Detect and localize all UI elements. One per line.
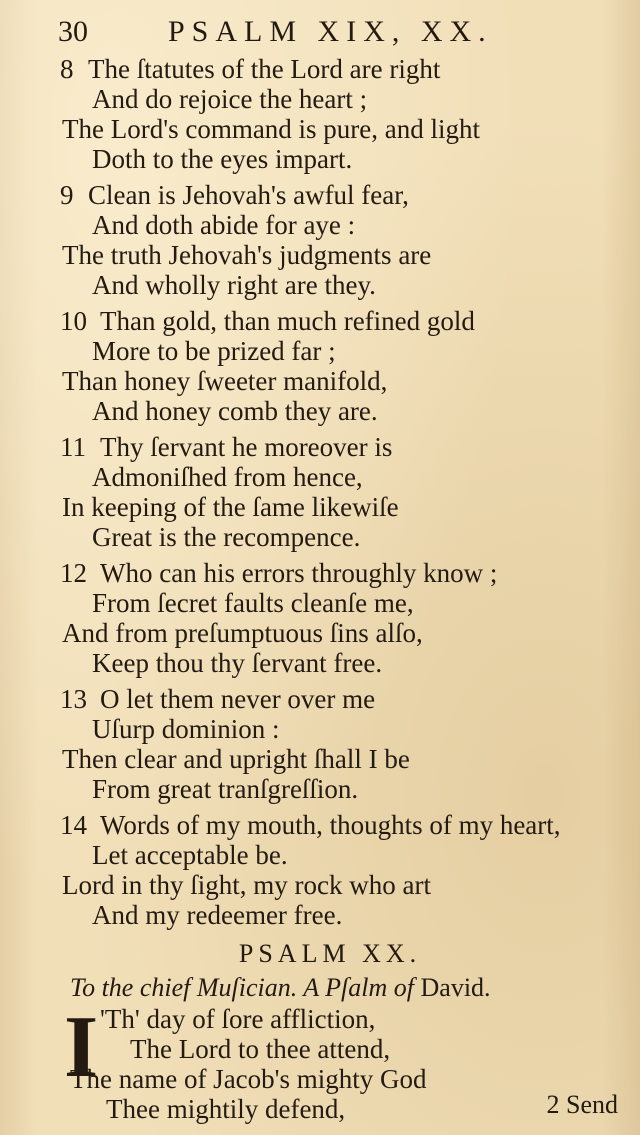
verse-number: 8	[60, 54, 74, 84]
psalm-19-verses	[0, 54, 640, 1124]
verse-line: Then clear and upright ſhall I be	[62, 744, 410, 774]
verse-line: Lord in thy ſight, my rock who art	[62, 870, 431, 900]
page-header	[0, 14, 640, 50]
verse-line: The ſtatutes of the Lord are right	[88, 54, 441, 84]
verse-line: And doth abide for aye :	[92, 210, 356, 240]
verse-line: And do rejoice the heart ;	[92, 84, 368, 114]
verse-line: Keep thou thy ſervant free.	[92, 648, 383, 678]
verse-line: The name of Jacob's mighty God	[70, 1064, 427, 1094]
verse-9	[0, 180, 640, 300]
verse-line: From ſecret faults cleanſe me,	[92, 588, 414, 618]
catchword: 2 Send	[546, 1090, 618, 1119]
verse-number: 14	[60, 810, 87, 840]
psalm-20-heading: PSALM XX.	[238, 939, 422, 968]
verse-line: And wholly right are they.	[92, 270, 376, 300]
page-number: 30	[58, 15, 88, 48]
verse-number: 12	[60, 558, 87, 588]
verse-line: Than honey ſweeter manifold,	[62, 366, 388, 396]
verse-line: The Lord to thee attend,	[130, 1034, 391, 1064]
verse-line: More to be prized far ;	[92, 336, 336, 366]
verse-line: Clean is Jehovah's awful fear,	[88, 180, 409, 210]
verse-line: From great tranſgreſſion.	[92, 774, 359, 804]
psalm-20-verse-1	[0, 999, 640, 1124]
verse-line: O let them never over me	[100, 684, 376, 714]
verse-line: Thy ſervant he moreover is	[100, 432, 393, 462]
verse-line: And honey comb they are.	[92, 396, 378, 426]
verse-10	[0, 306, 640, 426]
verse-13	[0, 684, 640, 804]
verse-line: 'Th' day of ſore affliction,	[100, 1004, 376, 1034]
verse-line: Doth to the eyes impart.	[92, 144, 353, 174]
verse-14	[0, 810, 640, 930]
verse-number: 10	[60, 306, 87, 336]
verse-line: Who can his errors throughly know ;	[100, 558, 498, 588]
verse-line: Let acceptable be.	[92, 840, 288, 870]
verse-12	[0, 558, 640, 678]
verse-number: 9	[60, 180, 74, 210]
verse-line: In keeping of the ſame likewiſe	[62, 492, 399, 522]
verse-8	[0, 54, 640, 174]
verse-number: 13	[60, 684, 87, 714]
verse-line: And from preſumptuous ſins alſo,	[62, 618, 423, 648]
verse-line: Words of my mouth, thoughts of my heart,	[100, 810, 561, 840]
verse-line: Uſurp dominion :	[92, 714, 280, 744]
verse-line: The truth Jehovah's judgments are	[62, 240, 432, 270]
caption-italic: To the chief Muſician. A Pſalm of	[70, 973, 415, 1002]
drop-cap: I	[64, 999, 99, 1096]
caption-roman: David.	[420, 973, 491, 1002]
verse-11	[0, 432, 640, 552]
verse-line: Than gold, than much refined gold	[100, 306, 475, 336]
verse-line: And my redeemer free.	[92, 900, 343, 930]
verse-line: Admoniſhed from hence,	[92, 462, 363, 492]
verse-line: Thee mightily defend,	[106, 1094, 346, 1124]
running-title: PSALM XIX, XX.	[168, 15, 493, 48]
verse-number: 11	[60, 432, 86, 462]
verse-line: The Lord's command is pure, and light	[62, 114, 481, 144]
verse-line: Great is the recompence.	[92, 522, 361, 552]
